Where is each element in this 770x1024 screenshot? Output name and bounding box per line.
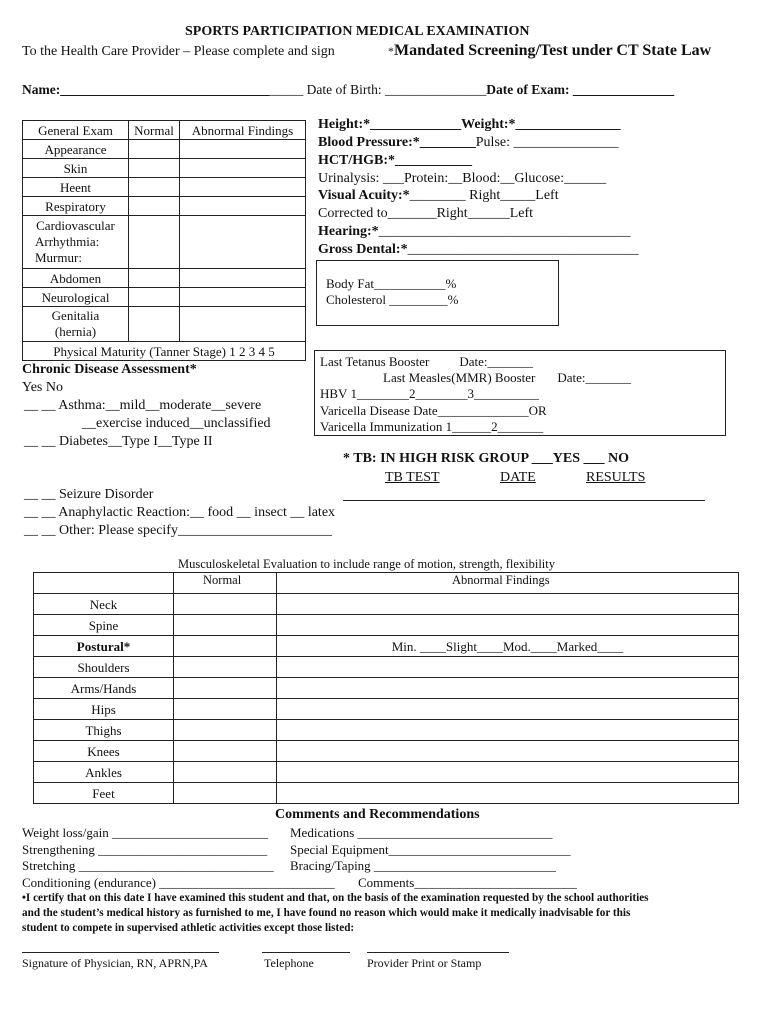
mk-abnormal-cell[interactable] bbox=[277, 762, 739, 783]
mk-row-label: Ankles bbox=[34, 762, 174, 783]
varicella-immunization-field[interactable]: Varicella Immunization 1______2_______ bbox=[320, 419, 544, 434]
asthma-field[interactable]: __ __ Asthma:__mild__moderate__severe bbox=[24, 398, 262, 413]
mk-row-label: Feet bbox=[34, 783, 174, 804]
signature-label: Signature of Physician, RN, APRN,PA bbox=[22, 956, 208, 970]
mk-row-label: Shoulders bbox=[34, 657, 174, 678]
bp-pulse-line bbox=[318, 135, 619, 151]
exam-row-label: Respiratory bbox=[23, 197, 129, 216]
abnormal-cell[interactable] bbox=[180, 178, 306, 197]
mk-abnormal-cell[interactable] bbox=[277, 699, 739, 720]
abnormal-header: Abnormal Findings bbox=[180, 121, 306, 140]
hearing-label: Hearing:* bbox=[318, 224, 379, 239]
musculoskeletal-title: Musculoskeletal Evaluation to include range of motion, strength, flexibility bbox=[178, 557, 556, 571]
strengthening-field[interactable]: Strengthening __________________________ bbox=[22, 842, 268, 857]
anaphylactic-field[interactable]: __ __ Anaphylactic Reaction:__ food __ insect __ latex bbox=[24, 505, 336, 520]
mk-normal-cell[interactable] bbox=[174, 762, 277, 783]
mk-abnormal-cell[interactable] bbox=[277, 657, 739, 678]
genitalia-label: Genitalia bbox=[51, 308, 100, 323]
bracing-field[interactable]: Bracing/Taping ____________________________ bbox=[290, 858, 556, 873]
exam-row-label: Appearance bbox=[23, 140, 129, 159]
tetanus-date[interactable]: Date:_______ bbox=[459, 354, 533, 369]
cholesterol-field[interactable]: Cholesterol _________% bbox=[326, 292, 459, 307]
murmur-label: Murmur: bbox=[35, 250, 82, 265]
bullet-icon: • bbox=[22, 892, 26, 904]
normal-cell[interactable] bbox=[129, 269, 180, 288]
exam-row-label bbox=[23, 216, 129, 269]
normal-header: Normal bbox=[129, 121, 180, 140]
mk-normal-cell[interactable] bbox=[174, 615, 277, 636]
mk-abnormal-cell[interactable] bbox=[277, 678, 739, 699]
mk-header-abnormal-cell bbox=[277, 573, 739, 594]
mk-row-label: Arms/Hands bbox=[34, 678, 174, 699]
pulse-field[interactable]: Pulse: _______________ bbox=[475, 135, 619, 150]
name-field[interactable]: Name:_______________________________ bbox=[22, 82, 270, 97]
mk-abnormal-cell[interactable] bbox=[277, 783, 739, 804]
exam-row-label: Abdomen bbox=[23, 269, 129, 288]
stretching-field[interactable]: Stretching ______________________________ bbox=[22, 858, 274, 873]
mk-row-label: Knees bbox=[34, 741, 174, 762]
mk-normal-header: Normal bbox=[203, 573, 242, 587]
height-weight-line bbox=[318, 117, 621, 133]
normal-cell[interactable] bbox=[129, 307, 180, 342]
normal-cell[interactable] bbox=[129, 159, 180, 178]
tetanus-line bbox=[320, 354, 533, 370]
special-equipment-field[interactable]: Special Equipment____________________________ bbox=[290, 842, 571, 857]
height-field[interactable]: _____________ bbox=[370, 117, 462, 132]
chronic-title: Chronic Disease Assessment* bbox=[22, 362, 197, 377]
certification-line-2: and the student’s medical history as furnished to me, I have found no reason which would make it medically inadvisable for this bbox=[22, 907, 631, 919]
abnormal-cell[interactable] bbox=[180, 159, 306, 178]
medications-field[interactable]: Medications ______________________________ bbox=[290, 825, 553, 840]
mk-abnormal-cell[interactable] bbox=[277, 720, 739, 741]
measles-label: Last Measles(MMR) Booster bbox=[383, 370, 536, 385]
instruction-text: To the Health Care Provider – Please complete and sign bbox=[22, 44, 335, 59]
tb-results-header: RESULTS bbox=[586, 470, 646, 485]
dob-field[interactable]: _____ Date of Birth: _______________ bbox=[269, 82, 487, 97]
mk-normal-cell[interactable] bbox=[174, 741, 277, 762]
abnormal-cell[interactable] bbox=[180, 216, 306, 269]
arrhythmia-label: Arrhythmia: bbox=[35, 234, 100, 249]
other-field[interactable]: __ __ Other: Please specify______________________ bbox=[24, 523, 332, 538]
page-title: SPORTS PARTICIPATION MEDICAL EXAMINATION bbox=[185, 24, 530, 39]
exam-date-field[interactable]: Date of Exam: _______________ bbox=[486, 82, 675, 97]
exam-row-label: Neurological bbox=[23, 288, 129, 307]
mk-normal-cell[interactable] bbox=[174, 678, 277, 699]
tetanus-label: Last Tetanus Booster bbox=[320, 354, 430, 369]
mk-row-label: Neck bbox=[34, 594, 174, 615]
mk-header-blank bbox=[34, 573, 174, 594]
normal-cell[interactable] bbox=[129, 288, 180, 307]
urinalysis-field[interactable]: Urinalysis: ___Protein:__Blood:__Glucose:______ bbox=[318, 171, 607, 186]
cert-text-1: I certify that on this date I have examined this student and that, on the basis of the examination requested by the school authorities bbox=[25, 892, 649, 904]
varicella-disease-field[interactable]: Varicella Disease Date______________OR bbox=[320, 403, 547, 418]
abnormal-cell[interactable] bbox=[180, 140, 306, 159]
mk-abnormal-cell[interactable] bbox=[277, 615, 739, 636]
hearing-line bbox=[318, 224, 631, 240]
yes-no-header: Yes No bbox=[22, 380, 63, 395]
exam-row-label: Skin bbox=[23, 159, 129, 178]
height-label: Height:* bbox=[318, 117, 371, 132]
hearing-field[interactable]: ____________________________________ bbox=[378, 224, 631, 239]
hernia-label: (hernia) bbox=[54, 324, 97, 339]
conditioning-field[interactable]: Conditioning (endurance) ___________________________ bbox=[22, 875, 335, 890]
signature-line[interactable] bbox=[22, 952, 219, 953]
tb-risk-field[interactable]: * TB: IN HIGH RISK GROUP ___YES ___ NO bbox=[343, 451, 630, 466]
asthma-type-field[interactable]: __exercise induced__unclassified bbox=[82, 416, 271, 431]
general-exam-header: General Exam bbox=[23, 121, 129, 140]
measles-line bbox=[383, 370, 631, 386]
mk-normal-cell[interactable] bbox=[174, 720, 277, 741]
mk-row-label: Spine bbox=[34, 615, 174, 636]
mk-header-normal-cell bbox=[174, 573, 277, 594]
telephone-label: Telephone bbox=[264, 956, 314, 970]
certification-line-1 bbox=[22, 892, 649, 904]
tb-date-header: DATE bbox=[500, 470, 536, 485]
cardio-label: Cardiovascular bbox=[36, 218, 115, 233]
mk-row-label: Hips bbox=[34, 699, 174, 720]
musculoskeletal-table bbox=[33, 572, 739, 804]
diabetes-field[interactable]: __ __ Diabetes__Type I__Type II bbox=[24, 434, 213, 449]
weight-field[interactable]: Weight:*_______________ bbox=[461, 117, 621, 132]
mk-abnormal-cell[interactable] bbox=[277, 741, 739, 762]
mk-normal-cell[interactable] bbox=[174, 594, 277, 615]
hbv-field[interactable]: HBV 1________2________3__________ bbox=[320, 386, 539, 401]
comments-field[interactable]: Comments_________________________ bbox=[358, 875, 577, 890]
abnormal-cell[interactable] bbox=[180, 269, 306, 288]
normal-cell[interactable] bbox=[129, 197, 180, 216]
tb-test-header: TB TEST bbox=[385, 470, 440, 485]
weight-loss-field[interactable]: Weight loss/gain ________________________ bbox=[22, 825, 268, 840]
mk-abnormal-cell[interactable] bbox=[277, 594, 739, 615]
tanner-stage[interactable]: Physical Maturity (Tanner Stage) 1 2 3 4 5 bbox=[23, 342, 306, 361]
dental-line bbox=[318, 242, 639, 258]
body-fat-field[interactable]: Body Fat___________% bbox=[326, 276, 457, 291]
dental-label: Gross Dental:* bbox=[318, 242, 408, 257]
certification-line-3: student to compete in supervised athletic activities except those listed: bbox=[22, 922, 355, 934]
telephone-line[interactable] bbox=[262, 952, 350, 953]
visual-acuity-label: Visual Acuity:* bbox=[318, 188, 410, 203]
seizure-field[interactable]: __ __ Seizure Disorder bbox=[24, 487, 154, 502]
exam-row-label bbox=[23, 307, 129, 342]
mk-abnormal-header: Abnormal Findings bbox=[452, 573, 550, 587]
mk-normal-cell[interactable] bbox=[174, 636, 277, 657]
corrected-field[interactable]: Corrected to_______Right______Left bbox=[318, 206, 534, 221]
mk-row-label: Thighs bbox=[34, 720, 174, 741]
mk-normal-cell[interactable] bbox=[174, 783, 277, 804]
mk-normal-cell[interactable] bbox=[174, 699, 277, 720]
mandated-text: Mandated Screening/Test under CT State Law bbox=[394, 42, 712, 59]
mk-normal-cell[interactable] bbox=[174, 657, 277, 678]
abnormal-cell[interactable] bbox=[180, 307, 306, 342]
bp-field[interactable]: Blood Pressure:*________ bbox=[318, 135, 476, 150]
dental-field[interactable]: _________________________________ bbox=[407, 242, 639, 257]
student-id-line bbox=[22, 82, 674, 98]
postural-scale[interactable]: Min. ____Slight____Mod.____Marked____ bbox=[277, 636, 739, 657]
mandated-note bbox=[388, 42, 711, 60]
normal-cell[interactable] bbox=[129, 140, 180, 159]
tb-entry-line[interactable] bbox=[343, 500, 705, 501]
hct-field[interactable]: HCT/HGB:*___________ bbox=[318, 153, 473, 168]
abnormal-cell[interactable] bbox=[180, 197, 306, 216]
general-exam-table bbox=[22, 120, 306, 361]
provider-line[interactable] bbox=[367, 952, 509, 953]
abnormal-cell[interactable] bbox=[180, 288, 306, 307]
mandated-star: * bbox=[388, 44, 394, 58]
exam-row-label: Heent bbox=[23, 178, 129, 197]
visual-acuity-line bbox=[318, 188, 559, 204]
normal-cell[interactable] bbox=[129, 178, 180, 197]
mk-row-label: Postural* bbox=[34, 636, 174, 657]
measles-date[interactable]: Date:_______ bbox=[557, 370, 632, 385]
visual-acuity-field[interactable]: ________ Right_____Left bbox=[409, 188, 559, 203]
provider-label: Provider Print or Stamp bbox=[367, 956, 482, 970]
comments-title: Comments and Recommendations bbox=[275, 807, 480, 822]
normal-cell[interactable] bbox=[129, 216, 180, 269]
